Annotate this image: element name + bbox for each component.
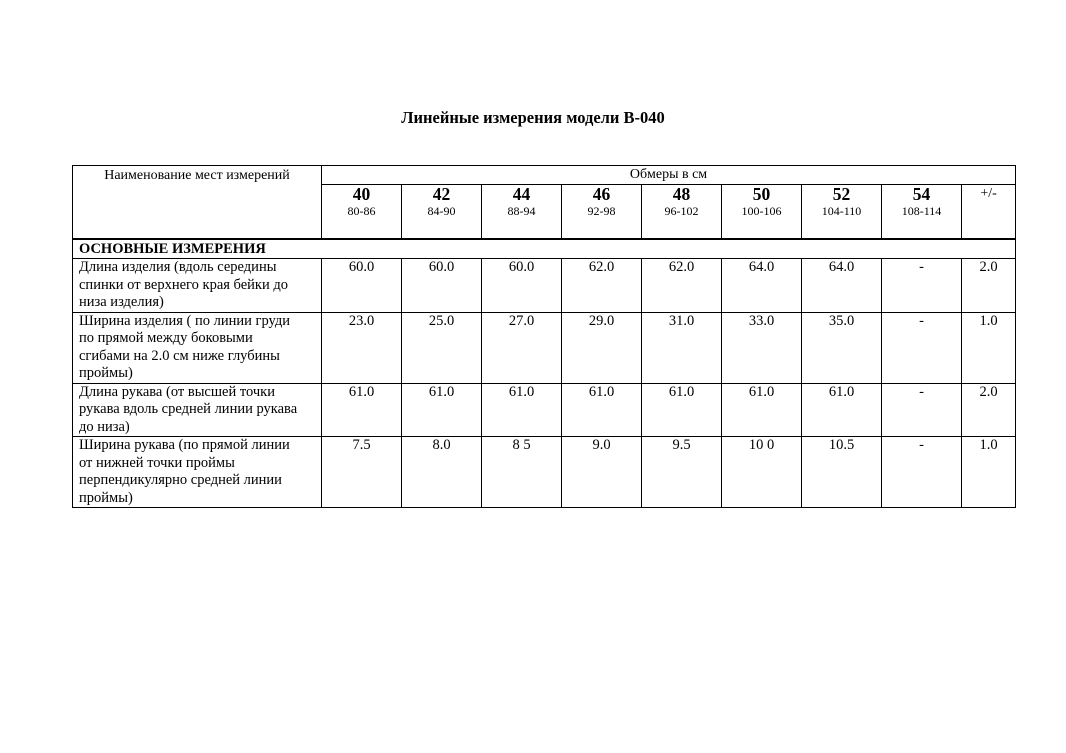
measurement-name-line: спинки от верхнего края бейки до bbox=[79, 276, 288, 293]
measurement-value: 31.0 bbox=[642, 312, 722, 383]
size-range-48: 96-102 bbox=[642, 204, 722, 239]
tolerance-value: 1.0 bbox=[962, 437, 1016, 508]
size-header-50: 50 bbox=[722, 185, 802, 205]
measurement-value: 60.0 bbox=[482, 259, 562, 313]
measurement-name-line: сгибами на 2.0 см ниже глубины bbox=[79, 347, 280, 364]
size-range-54: 108-114 bbox=[882, 204, 962, 239]
measurements-group-header: Обмеры в см bbox=[322, 166, 1016, 185]
tolerance-value: 2.0 bbox=[962, 383, 1016, 437]
measurement-name-line: низа изделия) bbox=[79, 294, 164, 310]
section-row bbox=[73, 239, 1016, 259]
measurement-value: 64.0 bbox=[722, 259, 802, 313]
measurement-value: 7.5 bbox=[322, 437, 402, 508]
size-range-46: 92-98 bbox=[562, 204, 642, 239]
measurement-value: 61.0 bbox=[562, 383, 642, 437]
measurement-value: 61.0 bbox=[802, 383, 882, 437]
measurement-value: 62.0 bbox=[642, 259, 722, 313]
measurement-row bbox=[73, 383, 1016, 437]
measurement-value: 33.0 bbox=[722, 312, 802, 383]
measurement-value: 10.5 bbox=[802, 437, 882, 508]
size-range-50: 100-106 bbox=[722, 204, 802, 239]
header-row-group bbox=[73, 166, 1016, 185]
measurement-value: 10 0 bbox=[722, 437, 802, 508]
tolerance-header: +/- bbox=[962, 185, 1016, 240]
measurement-value: 61.0 bbox=[322, 383, 402, 437]
size-header-42: 42 bbox=[402, 185, 482, 205]
measurement-value: 62.0 bbox=[562, 259, 642, 313]
tolerance-value: 2.0 bbox=[962, 259, 1016, 313]
measurements-table bbox=[72, 165, 1016, 508]
size-header-52: 52 bbox=[802, 185, 882, 205]
measurement-value: 8 5 bbox=[482, 437, 562, 508]
measurement-name-line: по прямой между боковыми bbox=[79, 330, 253, 346]
measurement-name-line: до низа) bbox=[79, 418, 130, 435]
measurement-name-line: перпендикулярно средней линии bbox=[79, 472, 282, 488]
document-title: Линейные измерения модели В-040 bbox=[401, 108, 665, 127]
measurement-value: 27.0 bbox=[482, 312, 562, 383]
measurement-name-line: Длина рукава (от высшей точки bbox=[79, 383, 275, 400]
measurement-value: 35.0 bbox=[802, 312, 882, 383]
size-range-42: 84-90 bbox=[402, 204, 482, 239]
measurement-name-line: Ширина рукава (по прямой линии bbox=[79, 437, 290, 453]
measurement-row bbox=[73, 437, 1016, 508]
measurement-value: 8.0 bbox=[402, 437, 482, 508]
measurement-value: 64.0 bbox=[802, 259, 882, 313]
size-header-48: 48 bbox=[642, 185, 722, 205]
measurement-name-line: рукава вдоль средней линии рукава bbox=[79, 401, 298, 417]
measurement-value: - bbox=[882, 312, 962, 383]
size-header-40: 40 bbox=[322, 185, 402, 205]
measurement-name bbox=[73, 259, 322, 313]
measurement-value: 23.0 bbox=[322, 312, 402, 383]
measurement-value: - bbox=[882, 437, 962, 508]
measurement-value: 61.0 bbox=[722, 383, 802, 437]
measurement-name bbox=[73, 312, 322, 383]
tolerance-value: 1.0 bbox=[962, 312, 1016, 383]
measurement-value: - bbox=[882, 383, 962, 437]
measurement-value: 60.0 bbox=[402, 259, 482, 313]
measurement-value: 61.0 bbox=[482, 383, 562, 437]
measurement-name-line: от нижней точки проймы bbox=[79, 454, 235, 471]
section-title: ОСНОВНЫЕ ИЗМЕРЕНИЯ bbox=[73, 239, 1016, 259]
measurement-name-line: проймы) bbox=[79, 365, 133, 381]
measurement-name-header: Наименование мест измерений bbox=[73, 166, 322, 240]
size-range-44: 88-94 bbox=[482, 204, 562, 239]
measurement-value: 61.0 bbox=[642, 383, 722, 437]
size-header-54: 54 bbox=[882, 185, 962, 205]
measurement-name-line: Ширина изделия ( по линии груди bbox=[79, 312, 291, 329]
measurement-row bbox=[73, 312, 1016, 383]
size-header-46: 46 bbox=[562, 185, 642, 205]
measurement-value: 25.0 bbox=[402, 312, 482, 383]
measurement-row bbox=[73, 259, 1016, 313]
measurement-name bbox=[73, 437, 322, 508]
size-header-44: 44 bbox=[482, 185, 562, 205]
measurement-name-line: Длина изделия (вдоль середины bbox=[79, 259, 277, 275]
measurement-name-line: проймы) bbox=[79, 489, 133, 506]
measurement-name bbox=[73, 383, 322, 437]
size-range-52: 104-110 bbox=[802, 204, 882, 239]
measurement-value: - bbox=[882, 259, 962, 313]
size-range-40: 80-86 bbox=[322, 204, 402, 239]
measurement-value: 60.0 bbox=[322, 259, 402, 313]
measurement-value: 29.0 bbox=[562, 312, 642, 383]
measurement-value: 9.5 bbox=[642, 437, 722, 508]
measurement-value: 61.0 bbox=[402, 383, 482, 437]
measurement-value: 9.0 bbox=[562, 437, 642, 508]
